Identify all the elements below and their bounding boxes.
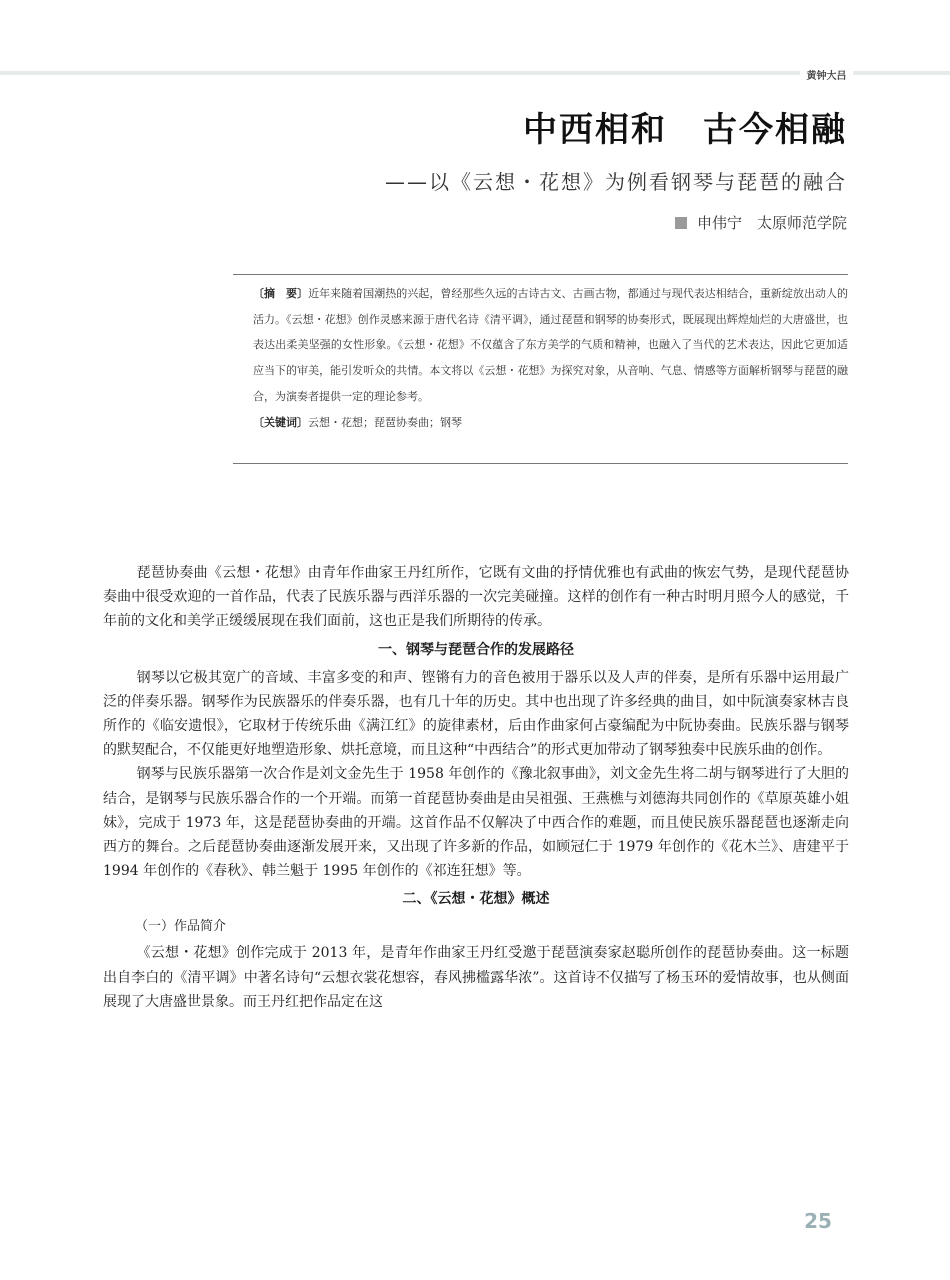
keywords-line	[253, 410, 848, 436]
author-name: 申伟宁 太原师范学院	[696, 214, 847, 232]
article-body	[103, 561, 849, 1014]
page-number: 25	[804, 1209, 832, 1233]
section-1-heading: 一、钢琴与琵琶合作的发展路径	[378, 641, 574, 658]
article-title: 中西相和 古今相融	[523, 110, 847, 150]
section-2-heading: 二、《云想・花想》概述	[402, 891, 550, 908]
section-1-paragraph-1: 钢琴以它极其宽广的音域、丰富多变的和声、铿锵有力的音色被用于器乐以及人声的伴奏，是所有乐器中运用最广泛的伴奏乐器。钢琴作为民族器乐的伴奏乐器，也有几十年的历史。其中也出现了许多经典的曲目，如中阮演奏家林吉良所作的《临安遗恨》，它取材于传统乐曲《满江红》的旋律素材，后由作曲家何占豪编配为中阮协奏曲。民族乐器与钢琴的默契配合，不仅能更好地塑造形象、烘托意境，而且这种“中西结合”的形式更加带动了钢琴独奏中民族乐曲的创作。	[103, 669, 849, 759]
keywords-text: 云想・花想；琵琶协奏曲；钢琴	[308, 415, 462, 429]
abstract-text: 近年来随着国潮热的兴起，曾经那些久远的古诗古文、古画古物，都通过与现代表达相结合，重新绽放出动人的活力。《云想・花想》创作灵感来源于唐代名诗《清平调》，通过琵琶和钢琴的协奏形式，既展现出辉煌灿烂的大唐盛世，也表达出柔美坚强的女性形象。《云想・花想》不仅蕴含了东方美学的气质和精神，也融入了当代的艺术表达，因此它更加适应当下的审美，能引发听众的共情。本文将以《云想・花想》为探究对象，从音响、气息、情感等方面解析钢琴与琵琶的融合，为演奏者提供一定的理论参考。	[253, 287, 849, 403]
section-tag: 黄钟大吕	[806, 71, 847, 82]
header-rule	[0, 71, 800, 75]
abstract-box	[233, 274, 848, 464]
abstract-paragraph	[253, 281, 848, 410]
header-rule-end	[853, 71, 950, 75]
section-2-subheading-1: （一）作品简介	[135, 919, 227, 935]
section-2-paragraph-1: 《云想・花想》创作完成于 2013 年，是青年作曲家王丹红受邀于琵琶演奏家赵聪所创作的琵琶协奏曲。这一标题出自李白的《清平调》中著名诗句“云想衣裳花想容，春风拂槛露华浓”。这首诗不仅描写了杨玉环的爱情故事，也从侧面展现了大唐盛世景象。而王丹红把作品定在这	[103, 945, 849, 1010]
author-line	[675, 212, 847, 233]
author-marker-icon	[675, 217, 687, 229]
intro-paragraph: 琵琶协奏曲《云想・花想》由青年作曲家王丹红所作，它既有文曲的抒情优雅也有武曲的恢宏气势，是现代琵琶协奏曲中很受欢迎的一首作品，代表了民族乐器与西洋乐器的一次完美碰撞。这样的创作有一种古时明月照今人的感觉，千年前的文化和美学正缓缓展现在我们面前，这也正是我们所期待的传承。	[103, 565, 849, 630]
abstract-label: 〔摘 要〕	[253, 287, 309, 300]
section-1-paragraph-2: 钢琴与民族乐器第一次合作是刘文金先生于 1958 年创作的《豫北叙事曲》，刘文金先生将二胡与钢琴进行了大胆的结合，是钢琴与民族乐器合作的一个开端。而第一首琵琶协奏曲是由吴祖强、王燕樵与刘德海共同创作的《草原英雄小姐妹》，完成于 1973 年，这是琵琶协奏曲的开端。这首作品不仅解决了中西合作的难题，而且使民族乐器琵琶也逐渐走向西方的舞台。之后琵琶协奏曲逐渐发展开来，又出现了许多新的作品，如顾冠仁于 1979 年创作的《花木兰》、唐建平于 1994 年创作的《春秋》、韩兰魁于 1995 年创作的《祁连狂想》等。	[103, 766, 849, 880]
keywords-label: 〔关键词〕	[253, 415, 308, 429]
article-subtitle: ——以《云想・花想》为例看钢琴与琵琶的融合	[385, 170, 847, 194]
